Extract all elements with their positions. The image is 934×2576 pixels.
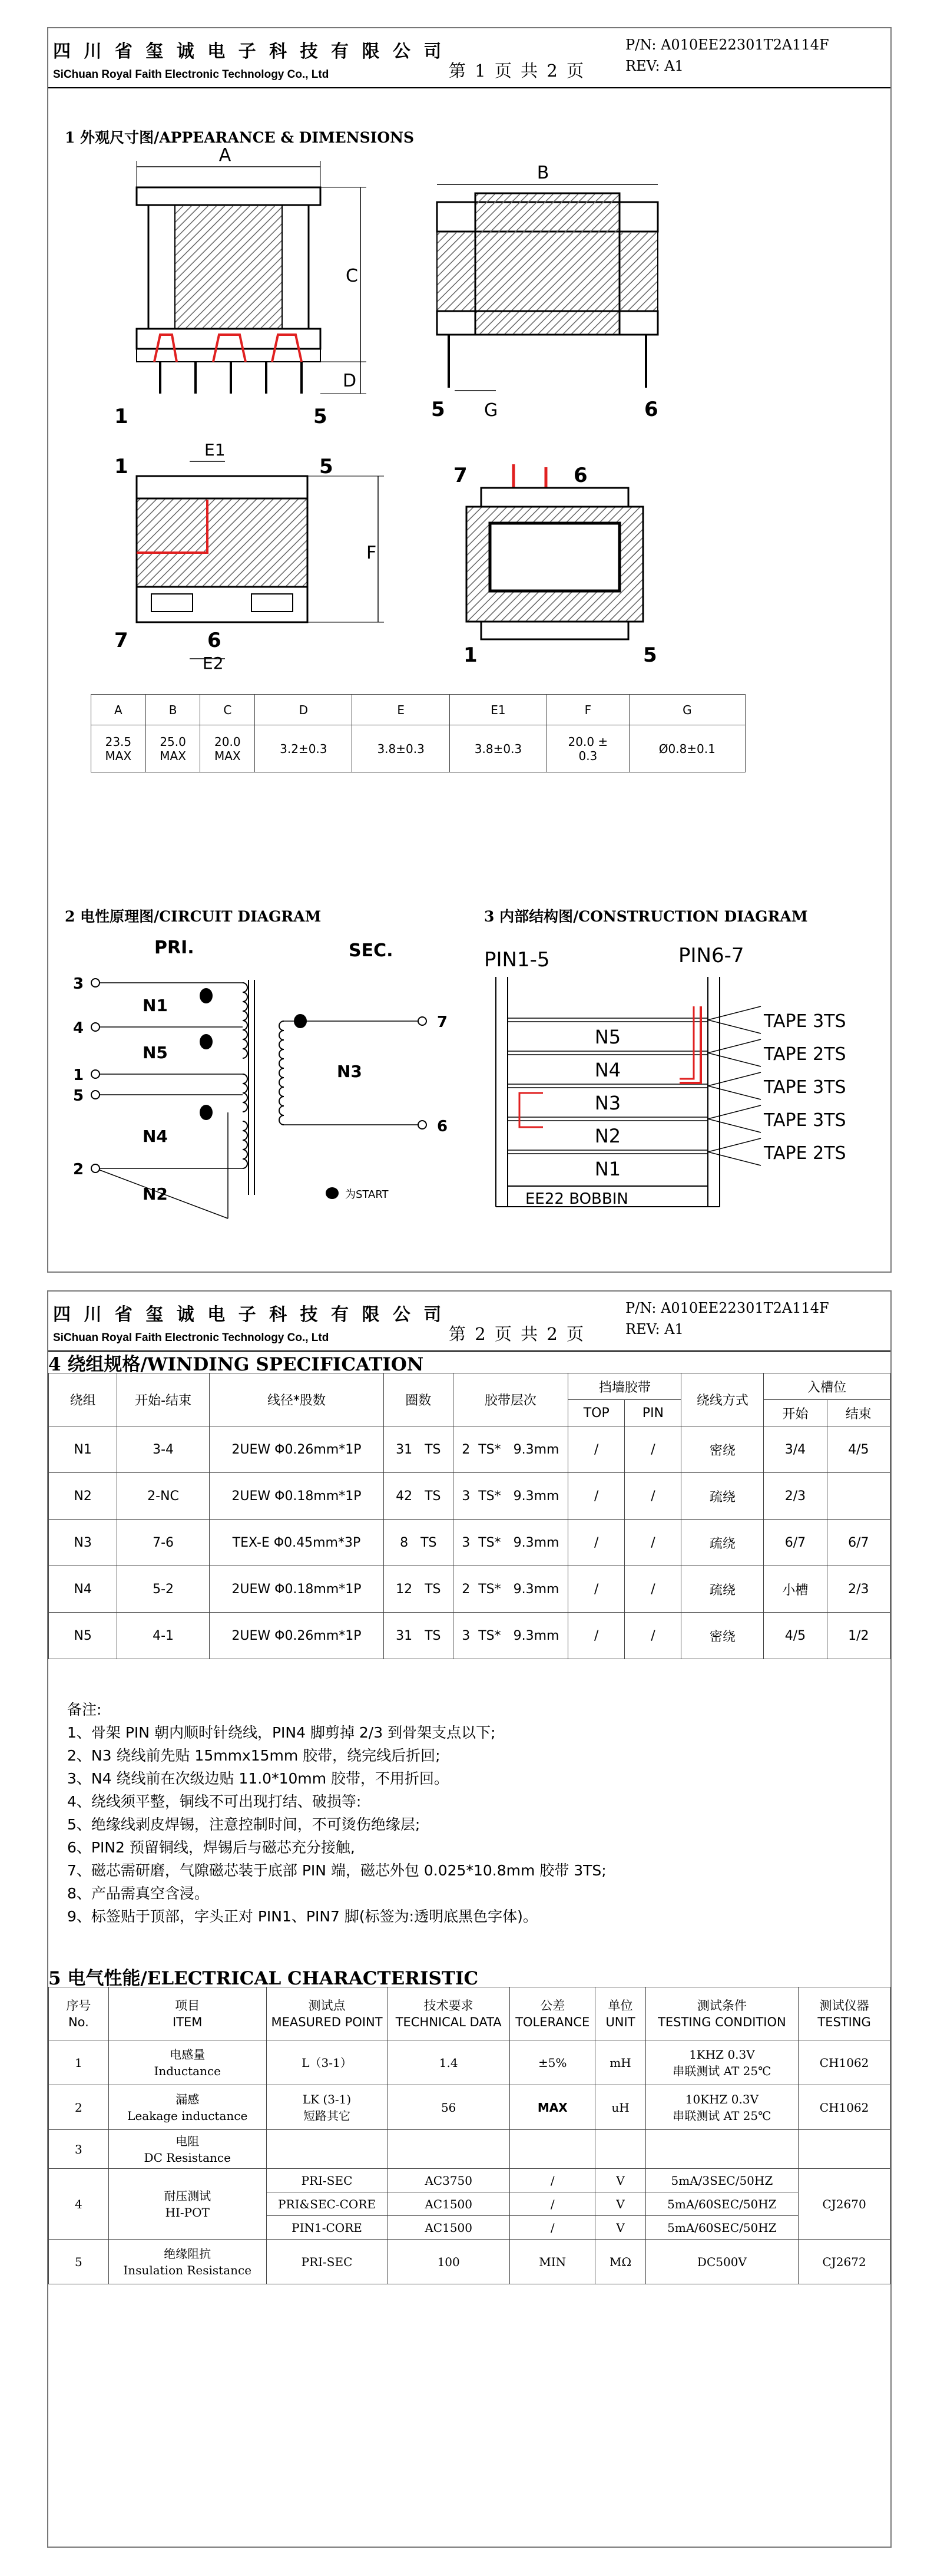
label-f: F [366, 543, 377, 563]
circuit-pin-2: 2 [73, 1161, 84, 1178]
table-row: 1 电感量 Inductance L（3-1） 1.4 ±5% mH 1KHZ 0.3V 串联测试 AT 25℃ CH1062 [49, 2040, 890, 2085]
start-dot-icon [326, 1187, 339, 1199]
circuit-pin-4: 4 [73, 1019, 84, 1037]
winding-header: 入槽位 [764, 1373, 890, 1400]
note-item: 9、标签贴于顶部，字头正对 PIN1、PIN7 脚(标签为:透明底黑色字体)。 [67, 1908, 538, 1925]
dim-header: B [145, 695, 200, 725]
note-item: 1、骨架 PIN 朝内顺时针绕线，PIN4 脚剪掉 2/3 到骨架支点以下; [67, 1724, 496, 1741]
dim-header: F [547, 695, 629, 725]
dim-value: 25.0 MAX [145, 725, 200, 772]
table-row: N5 4-1 2UEW Φ0.26mm*1P 31 TS 3 TS* 9.3mm / / 密绕 4/5 1/2 [49, 1613, 890, 1659]
bottom-view [114, 440, 384, 673]
n2-label: N2 [143, 1184, 168, 1204]
n3-label: N3 [337, 1062, 362, 1081]
label-d: D [343, 371, 357, 391]
pin-right-label: PIN6-7 [678, 944, 744, 967]
dim-header: A [91, 695, 146, 725]
pin-6-side-label: 6 [644, 398, 658, 421]
note-item: 2、N3 绕线前先贴 15mmx15mm 胶带，绕完线后折回; [67, 1747, 440, 1764]
pin-left-label: PIN1-5 [484, 948, 550, 972]
start-legend: 为START [345, 1188, 389, 1201]
company-name-cn: 四 川 省 玺 诚 电 子 科 技 有 限 公 司 [53, 1304, 445, 1325]
page-1 [47, 27, 892, 1273]
section-electrical-title: 5 电气性能/ELECTRICAL CHARACTERISTIC [48, 1968, 479, 1989]
page-number: 第 2 页 共 2 页 [449, 1324, 585, 1344]
winding-header: 开始-结束 [117, 1373, 210, 1426]
page-header [48, 28, 890, 88]
winding-header: 线径*股数 [209, 1373, 383, 1426]
elec-header: 单位 UNIT [595, 1987, 645, 2040]
sec-label: SEC. [349, 940, 393, 961]
label-b: B [536, 163, 549, 183]
winding-header: 圈数 [384, 1373, 453, 1426]
tape-label: TAPE 3TS [764, 1077, 846, 1098]
side-view [431, 163, 658, 421]
notes-title: 备注: [67, 1701, 102, 1718]
company-name-en: SiChuan Royal Faith Electronic Technology Co., Ltd [53, 1332, 329, 1344]
page-2 [47, 1290, 892, 2548]
dim-header: G [629, 695, 745, 725]
n1-label: N1 [143, 996, 168, 1015]
page-header [48, 1292, 890, 1352]
end-view [453, 464, 657, 667]
pin-5-bottom-label: 5 [319, 455, 333, 478]
n4-label: N4 [143, 1127, 168, 1146]
pin-5-label: 5 [313, 405, 327, 428]
table-row: 5 绝缘阻抗 Insulation Resistance PRI-SEC 100 MIN MΩ DC500V CJ2672 [49, 2240, 890, 2284]
table-row: N3 7-6 TEX-E Φ0.45mm*3P 8 TS 3 TS* 9.3mm / / 疏绕 6/7 6/7 [49, 1520, 890, 1566]
dim-header: E [352, 695, 449, 725]
company-name-en: SiChuan Royal Faith Electronic Technology Co., Ltd [53, 68, 329, 81]
pin-1-end-label: 1 [463, 643, 478, 667]
circuit-pin-1: 1 [73, 1066, 84, 1084]
part-number: P/N: A010EE22301T2A114F [625, 1300, 829, 1316]
elec-header: 测试点 MEASURED POINT [266, 1987, 387, 2040]
pri-label: PRI. [154, 937, 194, 958]
circuit-pin-5: 5 [73, 1087, 84, 1105]
note-item: 4、绕线须平整，铜线不可出现打结、破损等: [67, 1793, 362, 1810]
layer-n3: N3 [594, 1092, 621, 1114]
winding-header: 绕线方式 [681, 1373, 764, 1426]
section-circuit-title: 2 电性原理图/CIRCUIT DIAGRAM [65, 908, 322, 925]
layer-n4: N4 [594, 1059, 621, 1081]
elec-header: 项目 ITEM [108, 1987, 266, 2040]
pin-7-bottom-label: 7 [114, 629, 128, 652]
dimension-table [91, 694, 746, 772]
note-item: 8、产品需真空含浸。 [67, 1885, 209, 1902]
note-item: 7、磁芯需研磨，气隙磁芯装于底部 PIN 端，磁芯外包 0.025*10.8mm 胶带 3TS; [67, 1862, 607, 1879]
label-a: A [218, 145, 231, 166]
pin-6-bottom-label: 6 [207, 629, 221, 652]
pin-6-end-label: 6 [574, 464, 588, 487]
winding-table [48, 1373, 890, 1659]
circuit-diagram [48, 924, 472, 1254]
section-winding-title: 4 绕组规格/WINDING SPECIFICATION [48, 1354, 424, 1375]
note-item: 5、绝缘线剥皮焊锡，注意控制时间，不可烫伤绝缘层; [67, 1816, 420, 1833]
table-row: N2 2-NC 2UEW Φ0.18mm*1P 42 TS 3 TS* 9.3mm / / 疏绕 2/3 [49, 1473, 890, 1520]
winding-header: 胶带层次 [453, 1373, 568, 1426]
label-g: G [484, 400, 498, 421]
company-name-cn: 四 川 省 玺 诚 电 子 科 技 有 限 公 司 [53, 41, 445, 62]
page-number: 第 1 页 共 2 页 [449, 61, 585, 81]
table-row: 2 漏感 Leakage inductance LK (3-1) 短路其它 56 MAX uH 10KHZ 0.3V 串联测试 AT 25℃ CH1062 [49, 2085, 890, 2130]
elec-header: 技术要求 TECHNICAL DATA [387, 1987, 510, 2040]
elec-header: 序号 No. [49, 1987, 109, 2040]
dim-value: 3.8±0.3 [449, 725, 547, 772]
winding-header: 绕组 [49, 1373, 117, 1426]
pin-1-label: 1 [114, 405, 128, 428]
note-item: 3、N4 绕线前在次级边贴 11.0*10mm 胶带，不用折回。 [67, 1770, 449, 1787]
winding-subheader: 开始 [764, 1400, 827, 1426]
dim-value: 20.0 MAX [200, 725, 255, 772]
note-item: 6、PIN2 预留铜线，焊锡后与磁芯充分接触, [67, 1839, 355, 1856]
dim-header: C [200, 695, 255, 725]
winding-subheader: TOP [568, 1400, 625, 1426]
section-construction-title: 3 内部结构图/CONSTRUCTION DIAGRAM [484, 908, 808, 925]
winding-subheader: 结束 [827, 1400, 890, 1426]
pin-1-bottom-label: 1 [114, 455, 128, 478]
pin-7-end-label: 7 [453, 464, 468, 487]
construction-diagram [461, 924, 885, 1254]
notes [67, 1698, 607, 1928]
dim-value: Ø0.8±0.1 [629, 725, 745, 772]
label-c: C [346, 266, 358, 286]
label-e2: E2 [203, 653, 224, 673]
part-number: P/N: A010EE22301T2A114F [625, 37, 829, 53]
electrical-table [48, 1987, 890, 2284]
elec-header: 测试仪器 TESTING [799, 1987, 890, 2040]
n5-label: N5 [143, 1043, 168, 1062]
table-row: PIN1-CORE AC1500 / V 5mA/60SEC/50HZ [49, 2216, 890, 2240]
dim-value: 3.2±0.3 [255, 725, 352, 772]
layer-n1: N1 [594, 1158, 621, 1180]
dimension-drawings [48, 140, 890, 676]
pin-5-side-label: 5 [431, 398, 445, 421]
table-row: 4 耐压测试 HI-POT PRI-SEC AC3750 / V 5mA/3SEC/50HZ CJ2670 [49, 2169, 890, 2192]
dim-header: D [255, 695, 352, 725]
elec-header: 测试条件 TESTING CONDITION [645, 1987, 799, 2040]
circuit-pin-3: 3 [73, 975, 84, 993]
revision: REV: A1 [625, 1321, 684, 1337]
dim-header: E1 [449, 695, 547, 725]
table-row: PRI&SEC-CORE AC1500 / V 5mA/60SEC/50HZ [49, 2192, 890, 2216]
circuit-pin-7: 7 [437, 1013, 448, 1031]
tape-label: TAPE 3TS [764, 1011, 846, 1032]
table-row: N1 3-4 2UEW Φ0.26mm*1P 31 TS 2 TS* 9.3mm / / 密绕 3/4 4/5 [49, 1426, 890, 1473]
dim-value: 3.8±0.3 [352, 725, 449, 772]
dim-value: 23.5 MAX [91, 725, 146, 772]
dim-value: 20.0 ± 0.3 [547, 725, 629, 772]
revision: REV: A1 [625, 58, 684, 74]
tape-label: TAPE 3TS [764, 1110, 846, 1131]
tape-label: TAPE 2TS [764, 1044, 846, 1065]
layer-n5: N5 [594, 1026, 621, 1048]
front-view [114, 145, 366, 428]
layer-n2: N2 [594, 1125, 621, 1147]
pin-5-end-label: 5 [643, 643, 657, 667]
bobbin-label: EE22 BOBBIN [525, 1190, 628, 1208]
table-row: 3 电阻 DC Resistance [49, 2130, 890, 2169]
table-row: N4 5-2 2UEW Φ0.18mm*1P 12 TS 2 TS* 9.3mm / / 疏绕 小槽 2/3 [49, 1566, 890, 1613]
winding-subheader: PIN [625, 1400, 681, 1426]
label-e1: E1 [204, 440, 226, 460]
tape-label: TAPE 2TS [764, 1143, 846, 1164]
section-appearance-title: 1 外观尺寸图/APPEARANCE & DIMENSIONS [65, 129, 415, 146]
elec-header: 公差 TOLERANCE [510, 1987, 595, 2040]
circuit-pin-6: 6 [437, 1118, 448, 1135]
winding-header: 挡墙胶带 [568, 1373, 681, 1400]
